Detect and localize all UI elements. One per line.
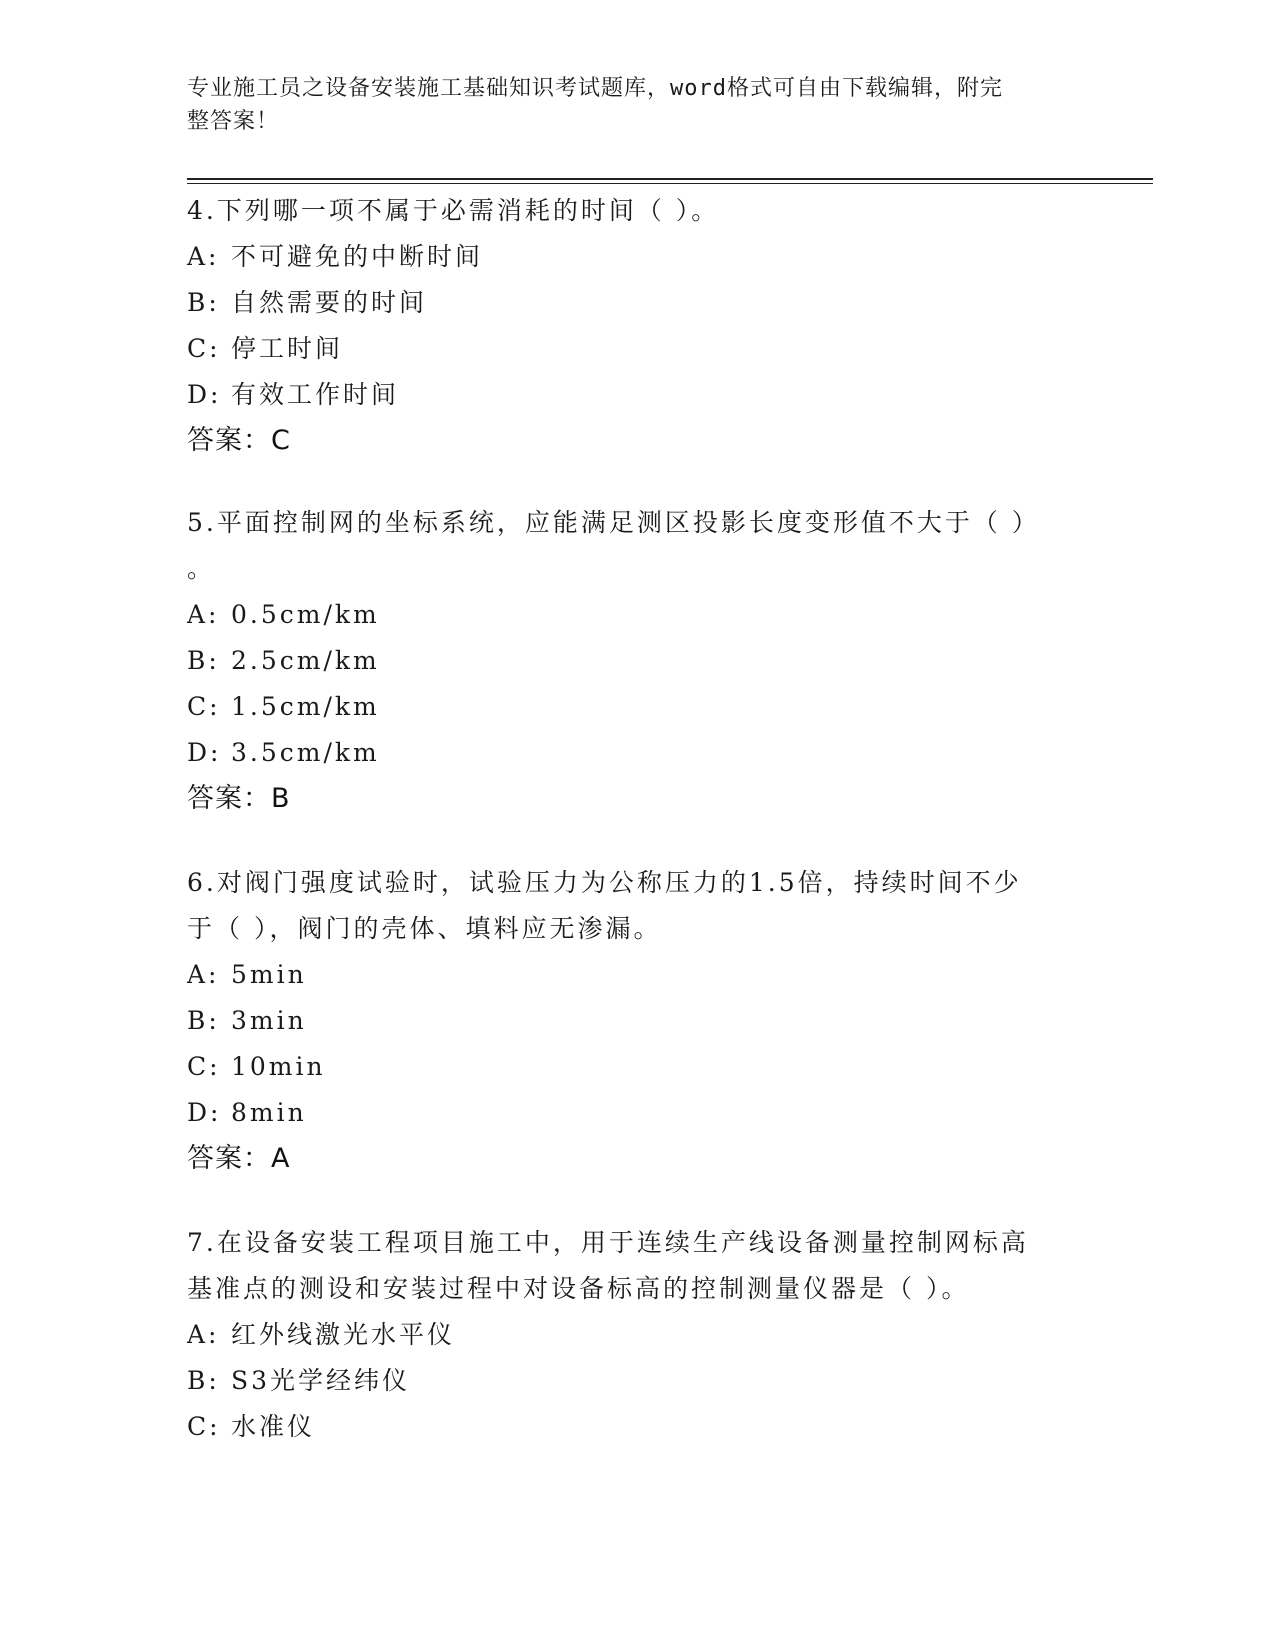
option-text: 停工时间 <box>231 334 344 363</box>
option-text: 有效工作时间 <box>231 380 400 409</box>
document-header <box>187 72 1067 138</box>
option-letter: A: <box>187 1320 220 1349</box>
question-7 <box>187 1220 1067 1450</box>
option-letter: C: <box>187 692 221 721</box>
question-text-continued: 。 <box>187 554 216 583</box>
option-a <box>187 234 1067 280</box>
option-a <box>187 952 1067 998</box>
question-text: 7.在设备安装工程项目施工中，用于连续生产线设备测量控制网标高 <box>187 1228 1029 1257</box>
option-c <box>187 1404 1067 1450</box>
answer-label: 答案：B <box>187 783 291 814</box>
question-text-continued: 基准点的测设和安装过程中对设备标高的控制测量仪器是（ ）。 <box>187 1274 970 1303</box>
question-text: 4.下列哪一项不属于必需消耗的时间（ ）。 <box>187 196 720 225</box>
option-c <box>187 326 1067 372</box>
option-letter: D: <box>187 380 222 409</box>
option-b <box>187 638 1067 684</box>
option-letter: B: <box>187 646 220 675</box>
option-letter: B: <box>187 1006 220 1035</box>
option-letter: B: <box>187 288 220 317</box>
option-b <box>187 998 1067 1044</box>
option-text: 8min <box>231 1098 307 1127</box>
option-a <box>187 592 1067 638</box>
option-text: 不可避免的中断时间 <box>231 242 484 271</box>
header-line-2: 整答案！ <box>187 109 280 134</box>
question-4 <box>187 188 1067 464</box>
question-text-continued: 于（ ），阀门的壳体、填料应无渗漏。 <box>187 914 662 943</box>
answer-label: 答案：A <box>187 1143 291 1174</box>
option-a <box>187 1312 1067 1358</box>
option-letter: A: <box>187 242 220 271</box>
option-letter: C: <box>187 1412 221 1441</box>
option-letter: A: <box>187 600 220 629</box>
option-d <box>187 1090 1067 1136</box>
option-c <box>187 684 1067 730</box>
option-text: 10min <box>231 1052 326 1081</box>
option-letter: B: <box>187 1366 220 1395</box>
option-text: 0.5cm/km <box>231 600 380 629</box>
option-text: 2.5cm/km <box>231 646 380 675</box>
option-text: 3min <box>231 1006 307 1035</box>
question-text: 6.对阀门强度试验时，试验压力为公称压力的1.5倍，持续时间不少 <box>187 868 1022 897</box>
option-b <box>187 1358 1067 1404</box>
option-c <box>187 1044 1067 1090</box>
header-divider-thick <box>187 178 1153 180</box>
option-text: 1.5cm/km <box>231 692 380 721</box>
option-letter: D: <box>187 1098 222 1127</box>
header-divider-thin <box>187 183 1153 184</box>
answer-label: 答案：C <box>187 425 291 456</box>
option-b <box>187 280 1067 326</box>
option-letter: A: <box>187 960 220 989</box>
option-d <box>187 372 1067 418</box>
option-letter: C: <box>187 334 221 363</box>
option-text: 水准仪 <box>231 1412 316 1441</box>
option-letter: D: <box>187 738 222 767</box>
option-text: 5min <box>231 960 307 989</box>
option-text: 3.5cm/km <box>231 738 380 767</box>
option-text: S3光学经纬仪 <box>231 1366 411 1395</box>
option-d <box>187 730 1067 776</box>
header-line-1: 专业施工员之设备安装施工基础知识考试题库，word格式可自由下载编辑，附完 <box>187 76 1003 101</box>
option-text: 自然需要的时间 <box>231 288 428 317</box>
question-5 <box>187 500 1067 822</box>
question-6 <box>187 860 1067 1182</box>
option-letter: C: <box>187 1052 221 1081</box>
option-text: 红外线激光水平仪 <box>231 1320 456 1349</box>
question-text: 5.平面控制网的坐标系统，应能满足测区投影长度变形值不大于（ ） <box>187 508 1040 537</box>
